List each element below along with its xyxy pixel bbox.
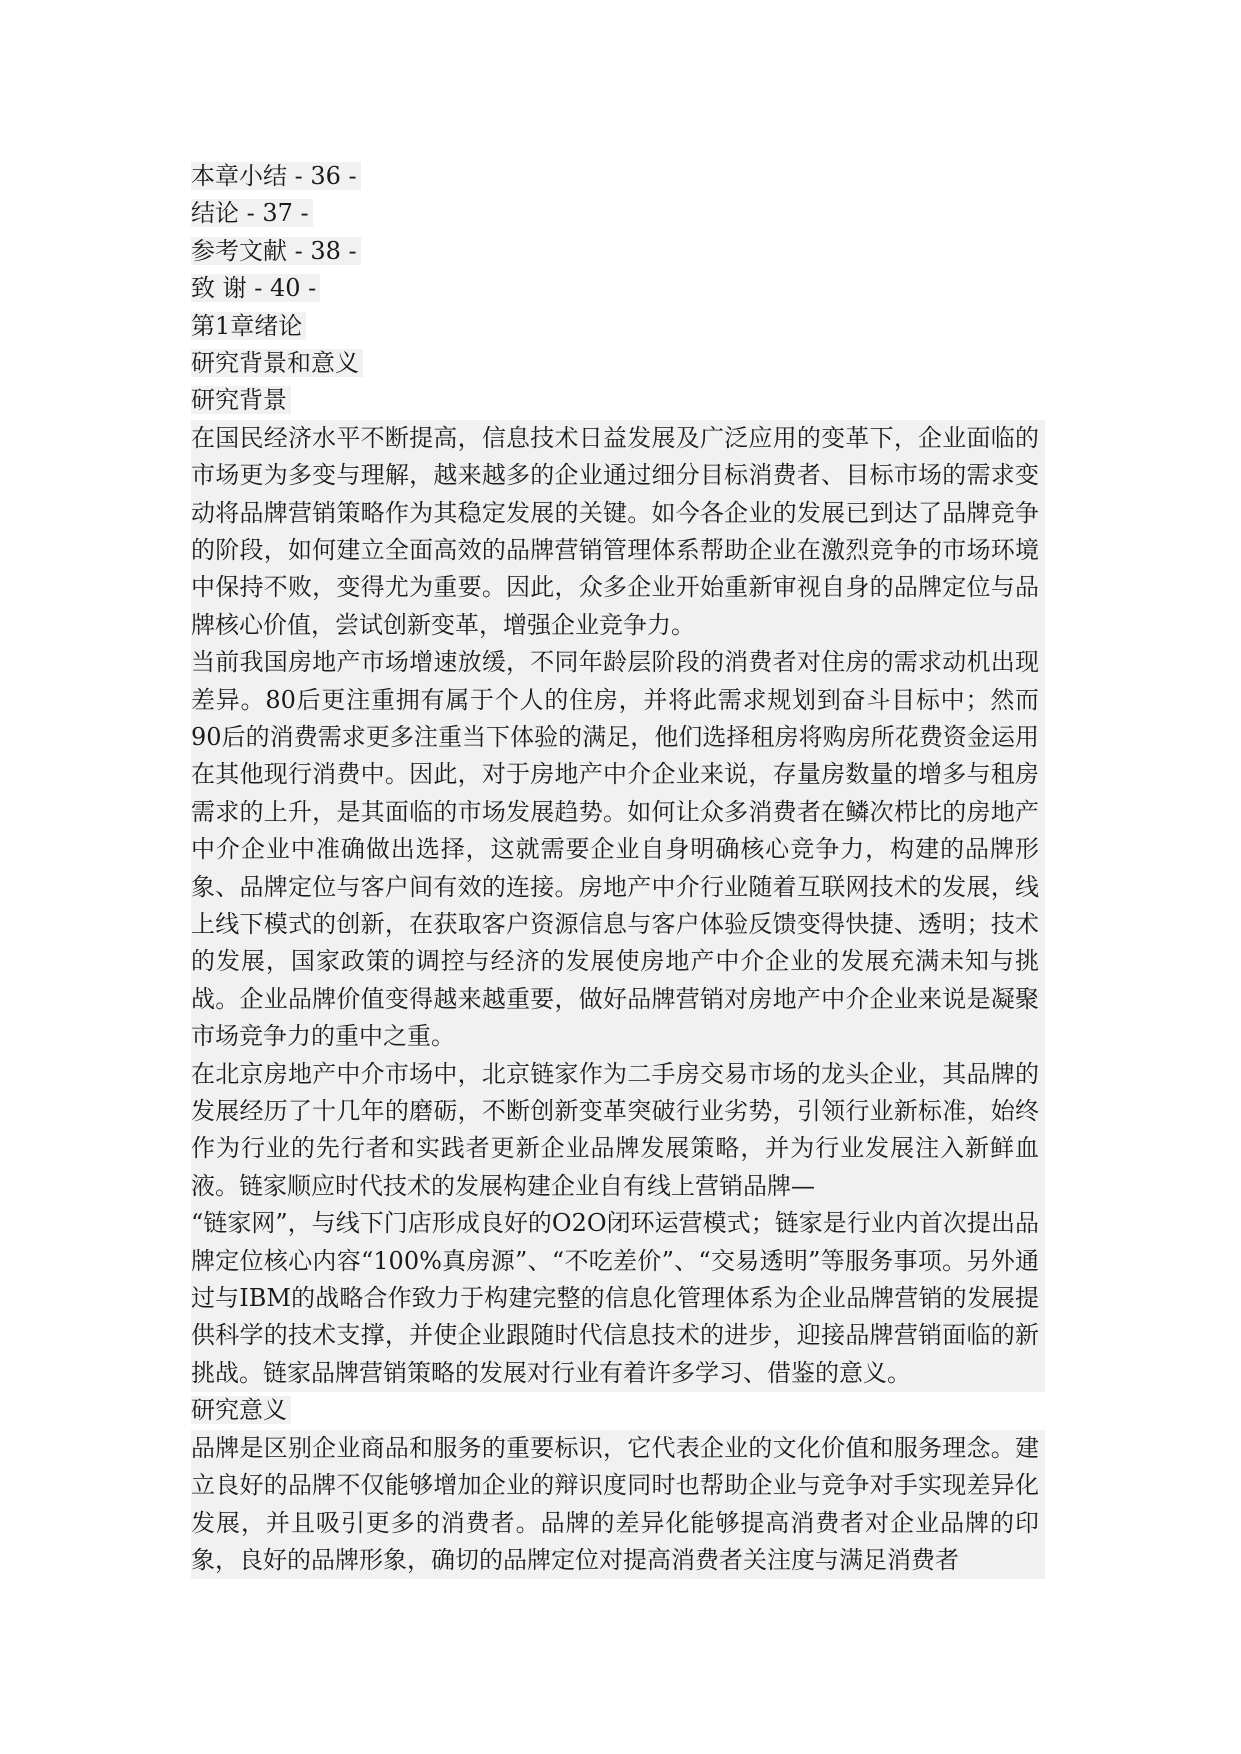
paragraph-background-2: 当前我国房地产市场增速放缓，不同年龄层阶段的消费者对住房的需求动机出现差异。80后更注重拥有属于个人的住房，并将此需求规划到奋斗目标中；然而90后的消费需求更多注重当下体验的满足，他们选择租房将购房所花费资金运用在其他现行消费中。因此，对于房地产中介企业来说，存量房数量的增多与租房需求的上升，是其面临的市场发展趋势。如何让众多消费者在鳞次栉比的房地产中介企业中准确做出选择，这就需要企业自身明确核心竞争力，构建的品牌形象、品牌定位与客户间有效的连接。房地产中介行业随着互联网技术的发展，线上线下模式的创新，在获取客户资源信息与客户体验反馈变得快捷、透明；技术的发展，国家政策的调控与经济的发展使房地产中介企业的发展充满未知与挑战。企业品牌价值变得越来越重要，做好品牌营销对房地产中介企业来说是凝聚市场竞争力的重中之重。 bbox=[191, 644, 1051, 1055]
paragraph-background-3: 在北京房地产中介市场中，北京链家作为二手房交易市场的龙头企业，其品牌的发展经历了十几年的磨砺，不断创新变革突破行业劣势，引领行业新标准，始终作为行业的先行者和实践者更新企业品牌发展策略，并为行业发展注入新鲜血液。链家顺应时代技术的发展构建企业自有线上营销品牌— bbox=[191, 1056, 1051, 1206]
toc-entry-references: 参考文献 - 38 - bbox=[191, 233, 1051, 270]
subsection-title-significance: 研究意义 bbox=[191, 1392, 1051, 1429]
section-title: 研究背景和意义 bbox=[191, 345, 1051, 382]
paragraph-background-1: 在国民经济水平不断提高，信息技术日益发展及广泛应用的变革下，企业面临的市场更为多变与理解，越来越多的企业通过细分目标消费者、目标市场的需求变动将品牌营销策略作为其稳定发展的关键。如今各企业的发展已到达了品牌竞争的阶段，如何建立全面高效的品牌营销管理体系帮助企业在激烈竞争的市场环境中保持不败，变得尤为重要。因此，众多企业开始重新审视自身的品牌定位与品牌核心价值，尝试创新变革，增强企业竞争力。 bbox=[191, 420, 1051, 644]
chapter-title: 第1章绪论 bbox=[191, 308, 1051, 345]
toc-entry-acknowledgements: 致 谢 - 40 - bbox=[191, 270, 1051, 307]
subsection-title-background: 研究背景 bbox=[191, 382, 1051, 419]
document-body bbox=[191, 158, 1051, 1579]
paragraph-significance-1: 品牌是区别企业商品和服务的重要标识，它代表企业的文化价值和服务理念。建立良好的品牌不仅能够增加企业的辩识度同时也帮助企业与竞争对手实现差异化发展，并且吸引更多的消费者。品牌的差异化能够提高消费者对企业品牌的印象，良好的品牌形象，确切的品牌定位对提高消费者关注度与满足消费者 bbox=[191, 1430, 1051, 1580]
toc-entry-summary: 本章小结 - 36 - bbox=[191, 158, 1051, 195]
toc-entry-conclusion: 结论 - 37 - bbox=[191, 195, 1051, 232]
paragraph-background-4: “链家网”，与线下门店形成良好的O2O闭环运营模式；链家是行业内首次提出品牌定位核心内容“100%真房源”、“不吃差价”、“交易透明”等服务事项。另外通过与IBM的战略合作致力于构建完整的信息化管理体系为企业品牌营销的发展提供科学的技术支撑，并使企业跟随时代信息技术的进步，迎接品牌营销面临的新挑战。链家品牌营销策略的发展对行业有着许多学习、借鉴的意义。 bbox=[191, 1205, 1051, 1392]
